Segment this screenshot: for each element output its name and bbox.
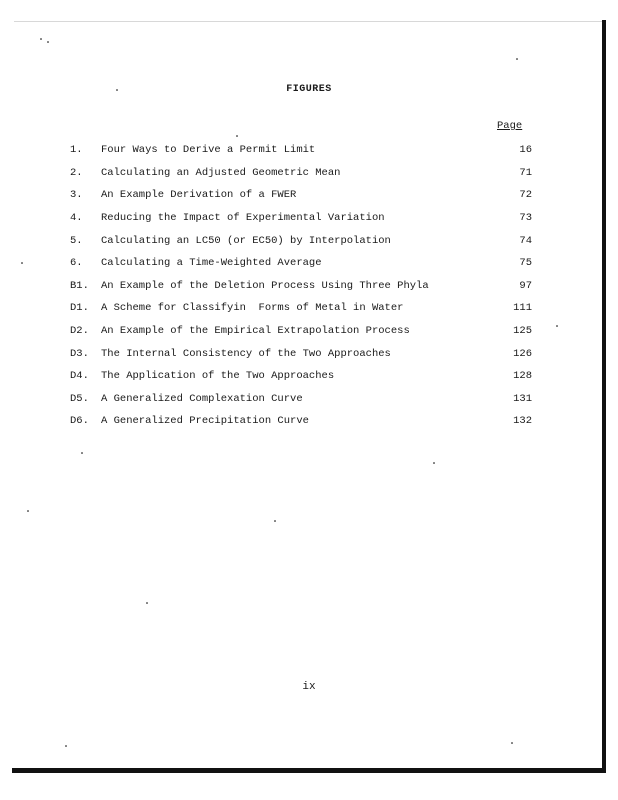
figure-title: A Generalized Complexation Curve [101, 392, 303, 405]
scan-speck [27, 510, 29, 512]
figure-entry-d1[interactable] [70, 297, 532, 320]
figure-entry-3[interactable] [70, 184, 532, 207]
dot-leader [328, 257, 498, 269]
figure-number: 1. [70, 144, 83, 157]
page-edge-bottom [12, 768, 606, 773]
scan-speck [433, 462, 435, 464]
figure-number: 2. [70, 166, 83, 179]
dot-leader [302, 189, 498, 201]
figure-page: 97 [519, 279, 532, 292]
figure-page: 126 [513, 347, 532, 360]
page-column-header: Page [497, 120, 523, 132]
scan-speck [81, 452, 83, 454]
figure-title: Four Ways to Derive a Permit Limit [101, 144, 316, 157]
scan-speck [116, 89, 118, 91]
figure-entry-d5[interactable] [70, 388, 532, 411]
figure-page: 71 [519, 166, 532, 179]
scan-speck [65, 745, 67, 747]
figure-number: D2. [70, 325, 89, 338]
figure-entry-5[interactable] [70, 229, 532, 252]
figure-title: Calculating an Adjusted Geometric Mean [101, 166, 341, 179]
figure-page: 131 [513, 392, 532, 405]
figure-number: B1. [70, 279, 89, 292]
figure-number: 3. [70, 189, 83, 202]
dot-leader [346, 167, 498, 179]
figure-number: 5. [70, 234, 83, 247]
figure-entry-b1[interactable] [70, 275, 532, 298]
figure-page: 75 [519, 257, 532, 270]
figure-title: Reducing the Impact of Experimental Variation [101, 212, 385, 225]
dot-leader [416, 325, 498, 337]
figures-list [70, 139, 532, 433]
page-number-footer: ix [302, 681, 316, 693]
dot-leader [309, 393, 498, 405]
figure-title: A Scheme for Classifyin Forms of Metal in Water [101, 302, 404, 315]
scan-speck [40, 38, 42, 40]
dot-leader [435, 280, 498, 292]
figure-title: The Internal Consistency of the Two Approaches [101, 347, 391, 360]
figure-title: An Example of the Empirical Extrapolation Process [101, 325, 410, 338]
figure-entry-d4[interactable] [70, 365, 532, 388]
figure-number: D4. [70, 370, 89, 383]
figure-page: 73 [519, 212, 532, 225]
figure-title: Calculating an LC50 (or EC50) by Interpolation [101, 234, 391, 247]
figure-number: D1. [70, 302, 89, 315]
scan-speck [47, 41, 49, 43]
dot-leader [391, 212, 498, 224]
figure-entry-4[interactable] [70, 207, 532, 230]
scan-speck [236, 135, 238, 137]
page-edge-right [602, 20, 606, 772]
figure-page: 16 [519, 144, 532, 157]
figure-number: 4. [70, 212, 83, 225]
scan-speck [516, 58, 518, 60]
figure-entry-d3[interactable] [70, 342, 532, 365]
figure-entry-1[interactable] [70, 139, 532, 162]
dot-leader [315, 415, 498, 427]
figure-entry-6[interactable] [70, 252, 532, 275]
figure-page: 132 [513, 415, 532, 428]
scan-speck [556, 325, 558, 327]
scan-speck [146, 602, 148, 604]
figure-title: Calculating a Time-Weighted Average [101, 257, 322, 270]
figure-page: 72 [519, 189, 532, 202]
figure-page: 128 [513, 370, 532, 383]
figure-number: D5. [70, 392, 89, 405]
figure-entry-d2[interactable] [70, 320, 532, 343]
page-edge-top [14, 21, 604, 22]
scan-speck [511, 742, 513, 744]
dot-leader [397, 348, 498, 360]
figure-number: 6. [70, 257, 83, 270]
figure-number: D3. [70, 347, 89, 360]
page-title: FIGURES [286, 84, 332, 95]
figure-title: The Application of the Two Approaches [101, 370, 335, 383]
scan-speck [274, 520, 276, 522]
figure-page: 125 [513, 325, 532, 338]
figure-title: A Generalized Precipitation Curve [101, 415, 309, 428]
scan-speck [21, 262, 23, 264]
figure-entry-2[interactable] [70, 162, 532, 185]
figure-page: 74 [519, 234, 532, 247]
dot-leader [409, 302, 498, 314]
figure-entry-d6[interactable] [70, 410, 532, 433]
dot-leader [340, 370, 498, 382]
figure-title: An Example of the Deletion Process Using Three Phyla [101, 279, 429, 292]
dot-leader [397, 235, 498, 247]
figure-number: D6. [70, 415, 89, 428]
dot-leader [321, 144, 498, 156]
figure-page: 111 [513, 302, 532, 315]
figure-title: An Example Derivation of a FWER [101, 189, 297, 202]
